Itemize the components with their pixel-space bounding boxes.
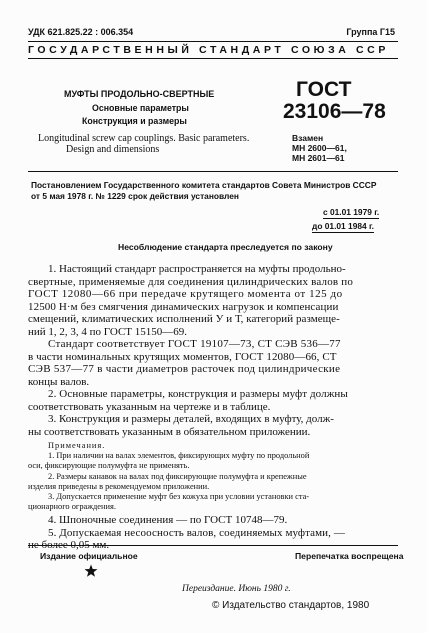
p2-line: Стандарт соответствует ГОСТ 19107—73, СТ СЭВ 536—77	[48, 338, 341, 350]
agency-title: ГОСУДАРСТВЕННЫЙ СТАНДАРТ СОЮЗА ССР	[28, 44, 389, 56]
gost-label: ГОСТ	[296, 78, 352, 101]
p2-line: СЭВ 537—77 в части диаметров расточек под цилиндрические	[28, 363, 341, 375]
decree-line-1: Постановлением Государственного комитета стандартов Совета Министров СССР	[31, 180, 377, 190]
p6-line: 5. Допускаемая несоосность валов, соединяемых муфтами, —	[48, 526, 345, 539]
replaces-item-2: МН 2601—61	[292, 153, 345, 163]
group-code: Группа Г15	[346, 27, 395, 37]
header-rule-2	[28, 58, 398, 59]
english-title-2: Design and dimensions	[66, 144, 160, 155]
decree-line-2: от 5 мая 1978 г. № 1229 срок действия установлен	[31, 191, 239, 201]
star-icon	[84, 564, 98, 578]
p4-line: 3. Конструкция и размеры деталей, входящих в муфту, долж-	[48, 413, 334, 425]
reissue-note: Переиздание. Июнь 1980 г.	[182, 584, 291, 594]
replaces-item-1: МН 2600—61,	[292, 143, 347, 153]
p1-line: 12500 Н·м без смягчения динамических нагрузок и компенсации	[28, 300, 339, 313]
p4-line: ны соответствовать указанным в обязательном приложении.	[28, 425, 311, 438]
note-line: 3. Допускается применение муфт без кожуха при условии установки ста-	[48, 492, 310, 502]
p2-line: в части номинальных крутящих моментов, ГОСТ 12080—66, СТ	[28, 350, 337, 363]
legal-warning: Несоблюдение стандарта преследуется по закону	[118, 242, 333, 252]
notes-heading: Примечания.	[48, 441, 106, 450]
p1-line: ГОСТ 12080—66 при передаче крутящего момента от 125 до	[28, 288, 343, 300]
note-line: ционарного ограждения.	[28, 502, 116, 512]
validity-from: с 01.01 1979 г.	[323, 207, 380, 217]
note-line: 1. При наличии на валах элементов, фиксирующих муфту по продольной	[48, 451, 310, 461]
english-title-1: Longitudinal screw cap couplings. Basic parameters.	[38, 133, 250, 144]
footer-rule	[28, 545, 398, 546]
validity-to: до 01.01 1984 г.	[312, 221, 374, 231]
replaces-label: Взамен	[292, 133, 324, 143]
reprint-prohibited: Перепечатка воспрещена	[295, 551, 404, 561]
p1-line: смещений, климатических исполнений У и Т, категорий размеще-	[28, 313, 340, 325]
p2-line: концы валов.	[28, 375, 90, 388]
p5-line: 4. Шпоночные соединения — по ГОСТ 10748—79.	[48, 514, 288, 527]
title-rule	[28, 171, 398, 172]
standard-subtitle-2: Конструкция и размеры	[82, 116, 187, 126]
copyright: © Издательство стандартов, 1980	[212, 600, 370, 611]
gost-number: 23106—78	[283, 100, 386, 123]
p1-line: ний 1, 2, 3, 4 по ГОСТ 15150—69.	[28, 325, 188, 338]
udc-code: УДК 621.825.22 : 006.354	[28, 27, 134, 37]
official-edition: Издание официальное	[40, 551, 138, 561]
header-rule	[28, 41, 398, 42]
p1-line: 1. Настоящий стандарт распространяется на муфты продольно-	[48, 263, 346, 275]
note-line: оси, фиксирующие полумуфта не применять.	[28, 461, 190, 471]
standard-subtitle-1: Основные параметры	[92, 103, 189, 113]
standard-title: МУФТЫ ПРОДОЛЬНО-СВЕРТНЫЕ	[64, 89, 215, 99]
note-line: изделия приведены в рекомендуемом приложении.	[28, 481, 210, 491]
p3-line: 2. Основные параметры, конструкция и размеры муфт должны	[48, 388, 348, 400]
note-line: 2. Размеры канавок на валах под фиксирующие полумуфта и крепежные	[48, 471, 307, 481]
p3-line: соответствовать указанным на чертеже и в таблице.	[28, 400, 271, 413]
body-text	[28, 263, 398, 552]
p1-line: свертные, применяемые для соединения цилиндрических валов по	[28, 275, 354, 288]
p6-line: не более 0,05 мм.	[28, 539, 110, 552]
